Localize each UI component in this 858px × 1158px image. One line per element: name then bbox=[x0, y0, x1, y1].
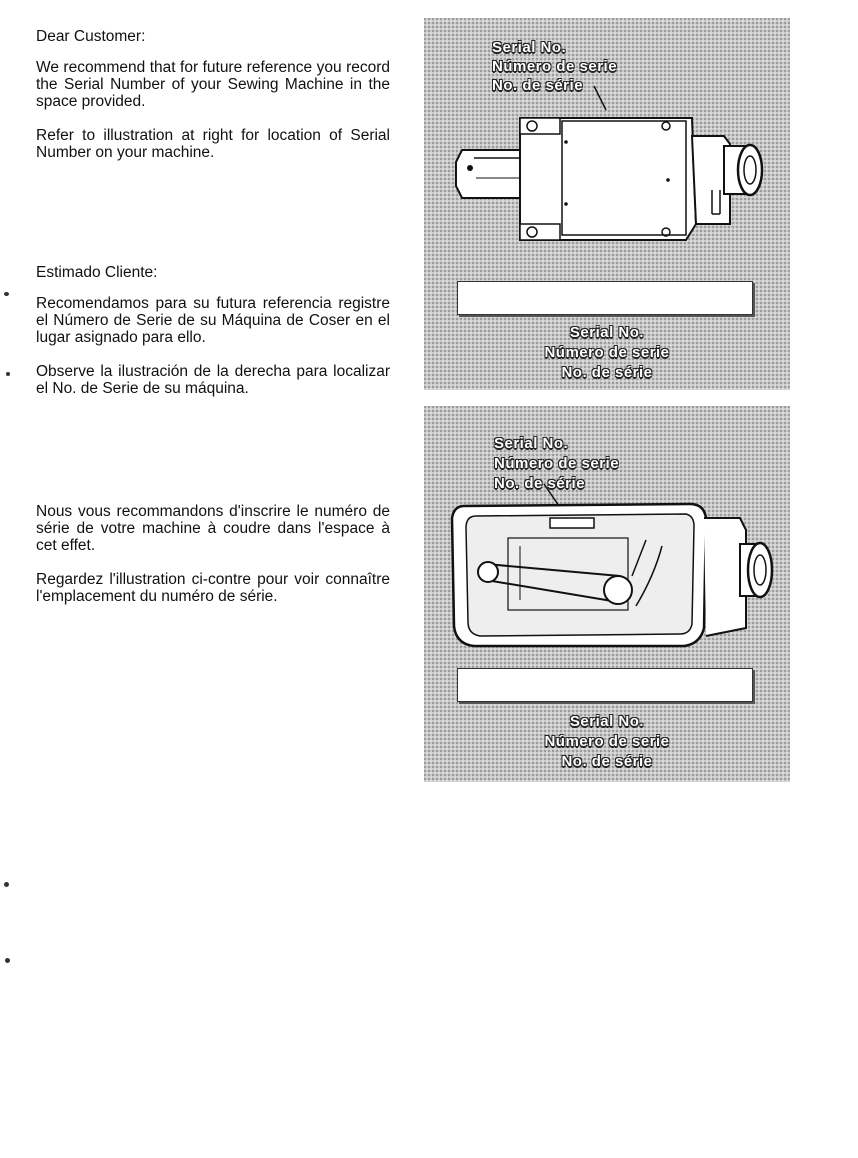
box-caption-numero-de-serie: Número de serie bbox=[544, 344, 670, 361]
english-salutation: Dear Customer: bbox=[36, 28, 146, 45]
serial-location-panel-bottom bbox=[424, 406, 790, 782]
english-paragraph-1: We recommend that for future reference you record the Serial Number of your Sewing Machine in the space provided. bbox=[36, 59, 390, 110]
scan-speck bbox=[5, 958, 10, 963]
serial-location-panel-top bbox=[424, 18, 790, 390]
serial-number-record-box[interactable] bbox=[457, 668, 753, 702]
box-caption-serial-no: Serial No. bbox=[569, 713, 645, 730]
box-caption-no-de-serie: No. de série bbox=[561, 753, 653, 770]
callout-no-de-serie: No. de série bbox=[492, 77, 584, 94]
callout-serial-no: Serial No. bbox=[492, 39, 567, 56]
spanish-instructions bbox=[36, 264, 390, 414]
spanish-paragraph-1: Recomendamos para su futura referencia registre el Número de Serie de su Máquina de Coser en el lugar asignado para ello. bbox=[36, 295, 390, 346]
callout-numero-de-serie: Número de serie bbox=[494, 455, 620, 472]
english-paragraph-2: Refer to illustration at right for location of Serial Number on your machine. bbox=[36, 127, 390, 161]
scan-speck bbox=[6, 372, 10, 376]
french-instructions bbox=[36, 503, 390, 622]
callout-no-de-serie: No. de série bbox=[494, 475, 586, 492]
spanish-salutation: Estimado Cliente: bbox=[36, 264, 158, 281]
english-instructions bbox=[36, 28, 390, 178]
callout-serial-no: Serial No. bbox=[494, 435, 569, 452]
spanish-paragraph-2: Observe la ilustración de la derecha para localizar el No. de Serie de su máquina. bbox=[36, 363, 390, 397]
box-caption-numero-de-serie: Número de serie bbox=[544, 733, 670, 750]
serial-number-record-box[interactable] bbox=[457, 281, 753, 315]
french-paragraph-2: Regardez l'illustration ci-contre pour voir connaître l'emplacement du numéro de série. bbox=[36, 571, 390, 605]
callout-numero-de-serie: Número de serie bbox=[492, 58, 618, 75]
french-paragraph-1: Nous vous recommandons d'inscrire le numéro de série de votre machine à coudre dans l'espace à cet effet. bbox=[36, 503, 390, 554]
scan-speck bbox=[4, 292, 9, 296]
box-caption-no-de-serie: No. de série bbox=[561, 364, 653, 381]
box-caption-serial-no: Serial No. bbox=[569, 324, 645, 341]
scan-speck bbox=[4, 882, 9, 887]
